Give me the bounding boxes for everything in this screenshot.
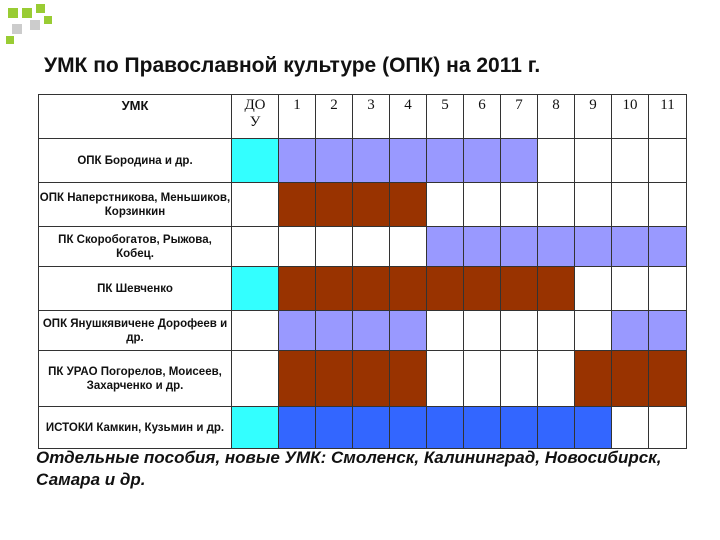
cell-grade-9 xyxy=(575,183,612,227)
header-dou-text: ДО У xyxy=(244,97,266,130)
cell-grade-9 xyxy=(575,407,612,449)
header-cell-grade-6: 6 xyxy=(464,95,501,139)
header-cell-grade-11: 11 xyxy=(649,95,687,139)
row-label: ПК Скоробогатов, Рыжова, Кобец. xyxy=(39,227,232,267)
cell-grade-7 xyxy=(501,351,538,407)
cell-grade-8 xyxy=(538,267,575,311)
cell-grade-2 xyxy=(316,311,353,351)
decor-square-green-5 xyxy=(6,36,14,44)
header-cell-grade-8: 8 xyxy=(538,95,575,139)
slide-title: УМК по Православной культуре (ОПК) на 2011 г. xyxy=(44,54,541,77)
cell-grade-1 xyxy=(279,139,316,183)
cell-grade-5 xyxy=(427,407,464,449)
cell-dou xyxy=(232,183,279,227)
cell-grade-1 xyxy=(279,267,316,311)
header-cell-grade-10: 10 xyxy=(612,95,649,139)
cell-grade-10 xyxy=(612,139,649,183)
table-row xyxy=(39,227,687,267)
cell-grade-3 xyxy=(353,227,390,267)
cell-dou xyxy=(232,139,279,183)
cell-grade-5 xyxy=(427,351,464,407)
decor-square-green-1 xyxy=(8,8,18,18)
decor-square-gray-2 xyxy=(30,20,40,30)
cell-grade-4 xyxy=(390,227,427,267)
header-row xyxy=(39,95,687,139)
cell-grade-1 xyxy=(279,351,316,407)
table-row xyxy=(39,351,687,407)
cell-grade-8 xyxy=(538,311,575,351)
header-cell-grade-4: 4 xyxy=(390,95,427,139)
cell-grade-4 xyxy=(390,183,427,227)
cell-grade-4 xyxy=(390,267,427,311)
cell-grade-1 xyxy=(279,183,316,227)
cell-grade-8 xyxy=(538,407,575,449)
cell-grade-10 xyxy=(612,227,649,267)
decor-square-green-3 xyxy=(36,4,45,13)
cell-grade-6 xyxy=(464,311,501,351)
cell-grade-7 xyxy=(501,311,538,351)
cell-grade-1 xyxy=(279,407,316,449)
cell-grade-11 xyxy=(649,139,687,183)
cell-grade-8 xyxy=(538,183,575,227)
cell-grade-9 xyxy=(575,139,612,183)
header-cell-grade-2: 2 xyxy=(316,95,353,139)
cell-grade-3 xyxy=(353,183,390,227)
cell-grade-4 xyxy=(390,139,427,183)
cell-grade-2 xyxy=(316,183,353,227)
cell-grade-7 xyxy=(501,183,538,227)
cell-grade-9 xyxy=(575,311,612,351)
cell-grade-5 xyxy=(427,227,464,267)
cell-grade-2 xyxy=(316,139,353,183)
cell-grade-6 xyxy=(464,351,501,407)
cell-grade-10 xyxy=(612,351,649,407)
cell-grade-7 xyxy=(501,227,538,267)
cell-grade-7 xyxy=(501,407,538,449)
header-cell-grade-7: 7 xyxy=(501,95,538,139)
cell-grade-3 xyxy=(353,267,390,311)
cell-grade-10 xyxy=(612,311,649,351)
cell-grade-11 xyxy=(649,183,687,227)
cell-grade-1 xyxy=(279,311,316,351)
cell-grade-2 xyxy=(316,351,353,407)
table-row xyxy=(39,183,687,227)
cell-grade-2 xyxy=(316,267,353,311)
header-cell-umk: УМК xyxy=(39,95,232,139)
cell-grade-5 xyxy=(427,311,464,351)
header-cell-grade-3: 3 xyxy=(353,95,390,139)
header-cell-dou xyxy=(232,95,279,139)
cell-grade-3 xyxy=(353,139,390,183)
decor-square-green-4 xyxy=(44,16,52,24)
cell-grade-9 xyxy=(575,351,612,407)
decor-square-green-2 xyxy=(22,8,32,18)
cell-grade-4 xyxy=(390,351,427,407)
cell-grade-2 xyxy=(316,407,353,449)
row-label: ОПК Янушкявичене Дорофеев и др. xyxy=(39,311,232,351)
cell-grade-11 xyxy=(649,351,687,407)
row-label: ОПК Бородина и др. xyxy=(39,139,232,183)
cell-dou xyxy=(232,267,279,311)
cell-grade-6 xyxy=(464,183,501,227)
cell-dou xyxy=(232,311,279,351)
cell-grade-11 xyxy=(649,227,687,267)
cell-grade-8 xyxy=(538,351,575,407)
umk-grade-table xyxy=(38,94,687,449)
cell-grade-6 xyxy=(464,227,501,267)
cell-grade-11 xyxy=(649,311,687,351)
cell-grade-5 xyxy=(427,267,464,311)
cell-grade-7 xyxy=(501,139,538,183)
table-row xyxy=(39,311,687,351)
cell-grade-8 xyxy=(538,139,575,183)
cell-grade-10 xyxy=(612,407,649,449)
row-label: ИСТОКИ Камкин, Кузьмин и др. xyxy=(39,407,232,449)
cell-grade-3 xyxy=(353,351,390,407)
header-cell-grade-5: 5 xyxy=(427,95,464,139)
footer-note: Отдельные пособия, новые УМК: Смоленск, Калининград, Новосибирск, Самара и др. xyxy=(36,448,662,489)
cell-grade-6 xyxy=(464,267,501,311)
cell-grade-11 xyxy=(649,267,687,311)
table-row xyxy=(39,407,687,449)
cell-grade-10 xyxy=(612,267,649,311)
cell-grade-6 xyxy=(464,407,501,449)
cell-grade-2 xyxy=(316,227,353,267)
cell-grade-3 xyxy=(353,311,390,351)
row-label: ПК Шевченко xyxy=(39,267,232,311)
cell-grade-10 xyxy=(612,183,649,227)
cell-grade-1 xyxy=(279,227,316,267)
cell-grade-5 xyxy=(427,183,464,227)
cell-grade-7 xyxy=(501,267,538,311)
table-body xyxy=(39,139,687,449)
cell-dou xyxy=(232,351,279,407)
row-label: ПК УРАО Погорелов, Моисеев, Захарченко и др. xyxy=(39,351,232,407)
cell-grade-5 xyxy=(427,139,464,183)
cell-grade-9 xyxy=(575,227,612,267)
cell-grade-9 xyxy=(575,267,612,311)
header-cell-grade-1: 1 xyxy=(279,95,316,139)
cell-grade-4 xyxy=(390,311,427,351)
cell-grade-8 xyxy=(538,227,575,267)
cell-dou xyxy=(232,407,279,449)
cell-grade-6 xyxy=(464,139,501,183)
cell-grade-4 xyxy=(390,407,427,449)
table-row xyxy=(39,139,687,183)
table-row xyxy=(39,267,687,311)
decor-square-gray-1 xyxy=(12,24,22,34)
cell-dou xyxy=(232,227,279,267)
row-label: ОПК Наперстникова, Меньшиков, Корзинкин xyxy=(39,183,232,227)
cell-grade-11 xyxy=(649,407,687,449)
cell-grade-3 xyxy=(353,407,390,449)
header-cell-grade-9: 9 xyxy=(575,95,612,139)
